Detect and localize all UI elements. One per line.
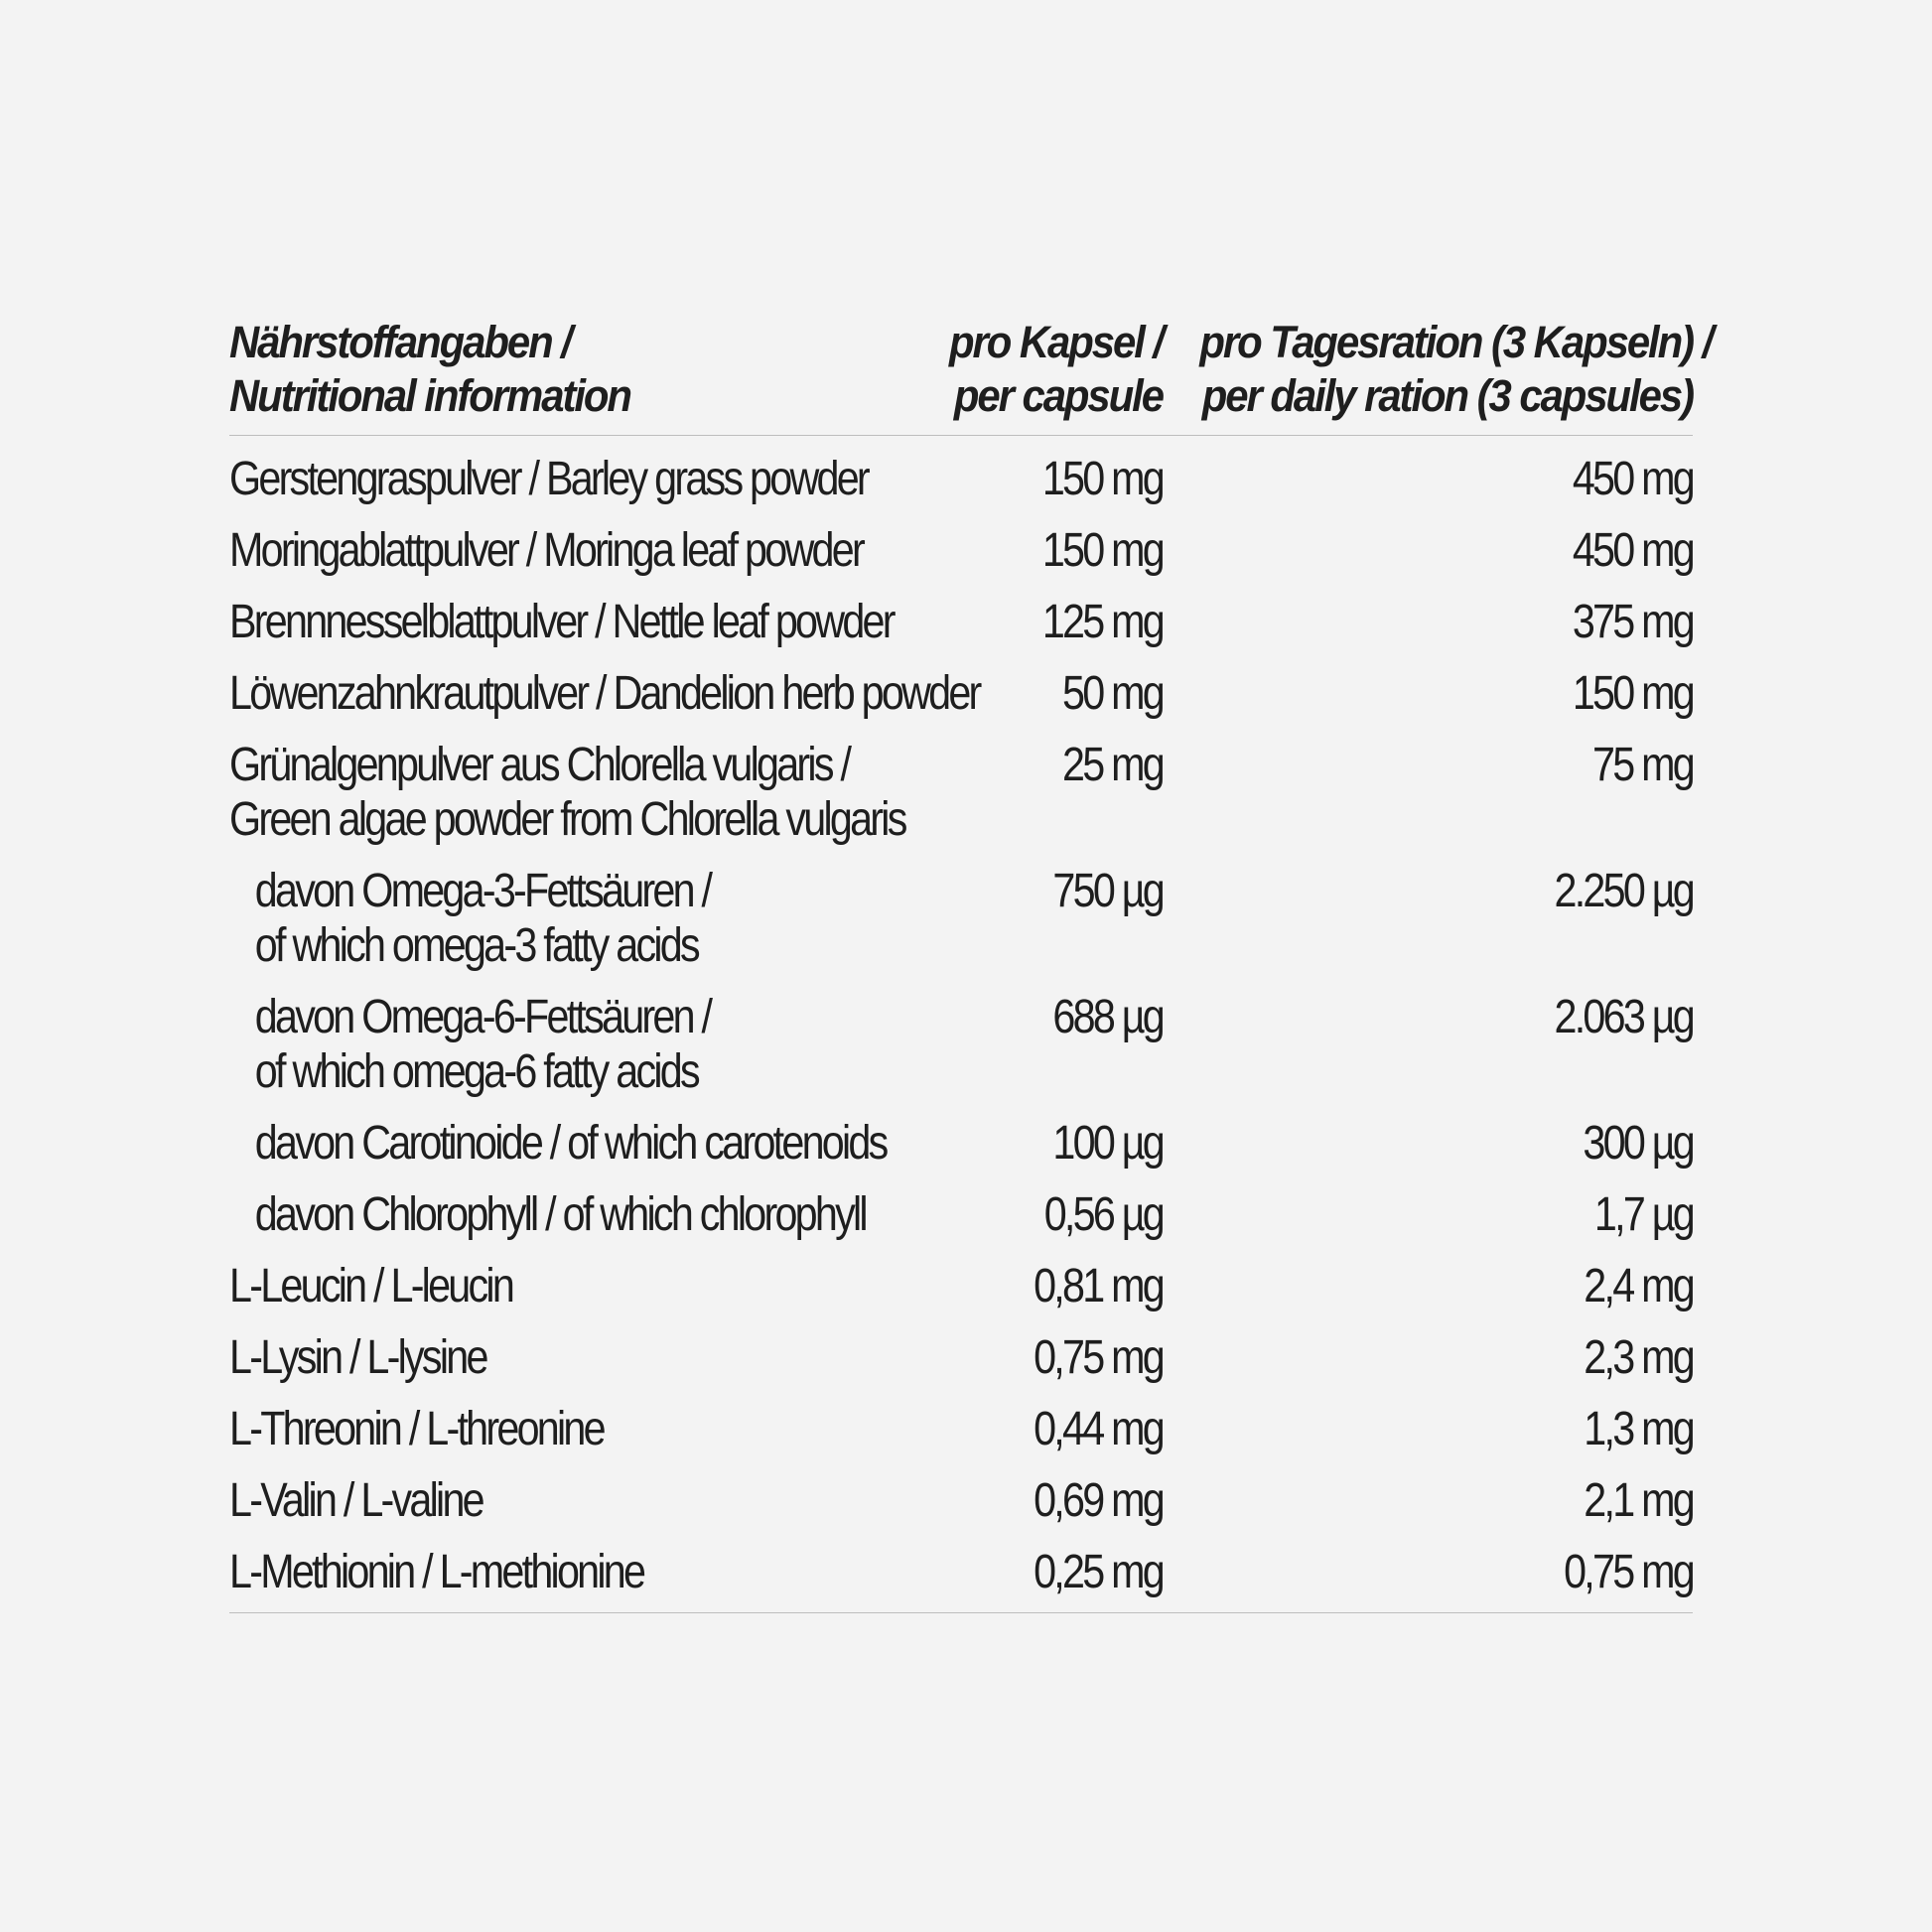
table-row	[229, 856, 1693, 982]
per-capsule-value: 0,69 mg	[1034, 1474, 1163, 1527]
header-capsule-line2: per capsule	[953, 370, 1163, 421]
per-capsule-value: 150 mg	[1041, 453, 1163, 505]
table-row	[229, 1465, 1693, 1537]
header-nutrient-line1: Nährstoffangaben /	[229, 317, 571, 367]
table-row	[229, 515, 1693, 587]
per-daily-value: 0,75 mg	[1564, 1546, 1693, 1598]
per-daily-value: 75 mg	[1592, 739, 1693, 791]
nutrient-name: Gerstengraspulver / Barley grass powder	[229, 453, 868, 505]
per-capsule-value: 125 mg	[1041, 596, 1163, 648]
table-row	[229, 658, 1693, 730]
header-per-capsule-column	[941, 316, 1163, 423]
per-daily-value: 2,3 mg	[1584, 1331, 1693, 1384]
table-row	[229, 1322, 1693, 1394]
per-daily-value: 2.250 µg	[1554, 865, 1693, 917]
header-capsule-line1: pro Kapsel /	[949, 317, 1163, 367]
per-capsule-value: 0,25 mg	[1034, 1546, 1163, 1598]
table-row	[229, 587, 1693, 658]
nutrient-name: Grünalgenpulver aus Chlorella vulgaris / Green algae powder from Chlorella vulgaris	[229, 739, 905, 846]
table-header	[229, 316, 1713, 436]
per-capsule-value: 25 mg	[1062, 739, 1163, 791]
per-capsule-value: 688 µg	[1052, 991, 1163, 1043]
nutrient-name: L-Threonin / L-threonine	[229, 1403, 604, 1455]
per-capsule-value: 0,81 mg	[1034, 1260, 1163, 1312]
header-daily-line2: per daily ration (3 capsules)	[1201, 370, 1693, 421]
per-daily-value: 1,3 mg	[1584, 1403, 1693, 1455]
per-capsule-value: 750 µg	[1052, 865, 1163, 917]
per-capsule-value: 0,75 mg	[1034, 1331, 1163, 1384]
nutrient-name: L-Valin / L-valine	[229, 1474, 483, 1527]
header-nutrient-line2: Nutritional information	[229, 370, 630, 421]
per-daily-value: 450 mg	[1572, 453, 1693, 505]
per-daily-value: 150 mg	[1572, 667, 1693, 720]
nutrient-name-sub: davon Chlorophyll / of which chlorophyll	[254, 1188, 866, 1241]
table-row	[229, 1394, 1693, 1465]
nutrient-name-sub: davon Omega-6-Fettsäuren / of which omega-6 fatty acids	[254, 991, 711, 1098]
per-capsule-value: 150 mg	[1041, 524, 1163, 577]
per-capsule-value: 0,44 mg	[1034, 1403, 1163, 1455]
per-daily-value: 450 mg	[1572, 524, 1693, 577]
per-daily-value: 2,4 mg	[1584, 1260, 1693, 1312]
per-daily-value: 2.063 µg	[1554, 991, 1693, 1043]
table-row	[229, 1108, 1693, 1179]
per-daily-value: 1,7 µg	[1593, 1188, 1693, 1241]
table-row	[229, 444, 1693, 515]
nutrient-name-sub: davon Carotinoide / of which carotenoids	[254, 1117, 887, 1170]
header-per-daily-ration-column	[1199, 316, 1713, 423]
table-row	[229, 1251, 1693, 1322]
header-daily-line1: pro Tagesration (3 Kapseln) /	[1199, 317, 1713, 367]
per-capsule-value: 0,56 µg	[1043, 1188, 1163, 1241]
table-row	[229, 1179, 1693, 1251]
nutrient-name: L-Leucin / L-leucin	[229, 1260, 513, 1312]
table-row	[229, 730, 1693, 856]
nutrient-name: Moringablattpulver / Moringa leaf powder	[229, 524, 863, 577]
nutrient-name: Brennnesselblattpulver / Nettle leaf powder	[229, 596, 894, 648]
table-body	[229, 436, 1693, 1613]
per-daily-value: 375 mg	[1572, 596, 1693, 648]
header-nutrient-column	[229, 316, 876, 423]
per-daily-value: 300 µg	[1583, 1117, 1693, 1170]
table-row	[229, 1537, 1693, 1608]
table-row	[229, 982, 1693, 1108]
per-capsule-value: 100 µg	[1052, 1117, 1163, 1170]
nutrient-name-sub: davon Omega-3-Fettsäuren / of which omega-3 fatty acids	[254, 865, 711, 972]
nutrient-name: L-Methionin / L-methionine	[229, 1546, 644, 1598]
per-daily-value: 2,1 mg	[1584, 1474, 1693, 1527]
nutrition-table	[229, 316, 1713, 1613]
nutrient-name: L-Lysin / L-lysine	[229, 1331, 486, 1384]
nutrient-name: Löwenzahnkrautpulver / Dandelion herb powder	[229, 667, 980, 720]
per-capsule-value: 50 mg	[1062, 667, 1163, 720]
